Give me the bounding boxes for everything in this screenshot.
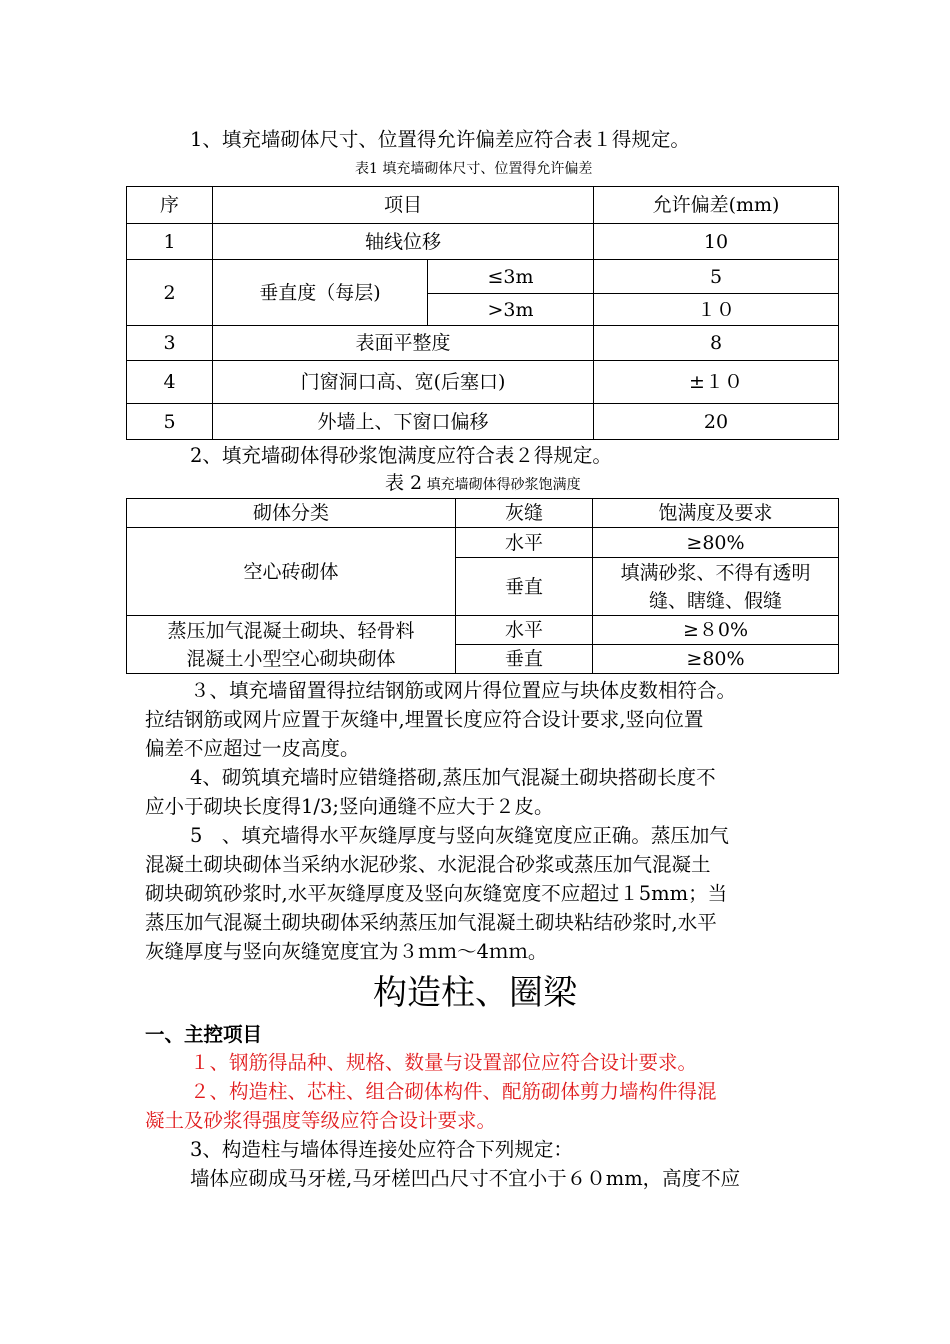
table-row	[127, 616, 839, 645]
paragraph-5-line: 灰缝厚度与竖向灰缝宽度宜为３ｍｍ～4ｍｍ。	[145, 940, 548, 963]
table-cell: 4	[127, 361, 213, 404]
table-2-caption-text: 填充墙砌体得砂浆饱满度	[422, 477, 581, 493]
table-cell: 垂直	[456, 645, 593, 674]
table-header-tolerance: 允许偏差(mm)	[594, 187, 839, 224]
table-header-item: 项目	[213, 187, 594, 224]
paragraph-3-line: ３、填充墙留置得拉结钢筋或网片得位置应与块体皮数相符合。	[190, 679, 737, 702]
red-item-2-line: ２、构造柱、芯柱、组合砌体构件、配筋砌体剪力墙构件得混	[190, 1080, 717, 1103]
table-cell: 垂直度（每层)	[213, 260, 428, 326]
table-row	[127, 224, 839, 260]
table-2	[126, 498, 839, 674]
table-cell: 5	[127, 404, 213, 440]
table-cell: 20	[594, 404, 839, 440]
cell-line: 填满砂浆、不得有透明	[620, 561, 811, 584]
paragraph-4-line: 应小于砌块长度得1/3;竖向通缝不应大于２皮。	[145, 795, 554, 818]
table-cell	[127, 616, 456, 674]
table-1-caption: 表1 填充墙砌体尺寸、位置得允许偏差	[355, 161, 593, 177]
table-header-no: 序	[127, 187, 213, 224]
paragraph-7: 墙体应砌成马牙槎,马牙槎凹凸尺寸不宜小于６０mm，高度不应	[190, 1167, 741, 1190]
table-cell: 8	[594, 326, 839, 361]
table-cell: 10	[594, 224, 839, 260]
table-2-caption-prefix: 表 2	[385, 472, 423, 494]
red-item-2-line: 凝土及砂浆得强度等级应符合设计要求。	[145, 1109, 497, 1132]
table-row	[127, 361, 839, 404]
table-header-requirement: 饱满度及要求	[593, 499, 839, 528]
table-cell: 3	[127, 326, 213, 361]
table-row	[127, 499, 839, 528]
table-cell: 水平	[456, 616, 593, 645]
paragraph-5-line: 5 、填充墙得水平灰缝厚度与竖向灰缝宽度应正确。蒸压加气	[190, 824, 729, 847]
paragraph-4-line: 4、砌筑填充墙时应错缝搭砌,蒸压加气混凝土砌块搭砌长度不	[190, 766, 716, 789]
table-2-caption	[385, 473, 581, 495]
paragraph-5-line: 砌块砌筑砂浆时,水平灰缝厚度及竖向灰缝宽度不应超过１5mm；当	[145, 882, 728, 905]
table-cell: 1	[127, 224, 213, 260]
paragraph-5-line: 蒸压加气混凝土砌块砌体采纳蒸压加气混凝土砌块粘结砂浆时,水平	[145, 911, 717, 934]
paragraph-3-line: 拉结钢筋或网片应置于灰缝中,埋置长度应符合设计要求,竖向位置	[145, 708, 704, 731]
table-cell: 空心砖砌体	[127, 528, 456, 616]
paragraph-1: 1、填充墙砌体尺寸、位置得允许偏差应符合表１得规定。	[190, 128, 690, 151]
table-cell: 水平	[456, 528, 593, 558]
section-heading: 一、主控项目	[145, 1023, 263, 1046]
table-cell: ≤3m	[428, 260, 594, 294]
table-cell: 外墙上、下窗口偏移	[213, 404, 594, 440]
table-row	[127, 326, 839, 361]
table-cell: ±１０	[594, 361, 839, 404]
cell-line: 缝、瞎缝、假缝	[648, 589, 782, 612]
table-cell: 门窗洞口高、宽(后塞口)	[213, 361, 594, 404]
paragraph-5-line: 混凝土砌块砌体当采纳水泥砂浆、水泥混合砂浆或蒸压加气混凝土	[145, 853, 711, 876]
table-row	[127, 528, 839, 558]
table-cell: >3m	[428, 294, 594, 326]
table-cell: 垂直	[456, 558, 593, 616]
table-cell: ≥８0%	[593, 616, 839, 645]
table-cell	[593, 558, 839, 616]
table-row	[127, 187, 839, 224]
table-cell: ≥80%	[593, 645, 839, 674]
table-row	[127, 404, 839, 440]
table-cell: 轴线位移	[213, 224, 594, 260]
red-item-1: １、钢筋得品种、规格、数量与设置部位应符合设计要求。	[190, 1051, 698, 1074]
table-header-joint: 灰缝	[456, 499, 593, 528]
paragraph-2: 2、填充墙砌体得砂浆饱满度应符合表２得规定。	[190, 444, 612, 467]
table-cell: 2	[127, 260, 213, 326]
table-cell: １０	[594, 294, 839, 326]
table-cell: 5	[594, 260, 839, 294]
table-1	[126, 186, 839, 440]
paragraph-6: 3、构造柱与墙体得连接处应符合下列规定：	[190, 1138, 573, 1161]
paragraph-3-line: 偏差不应超过一皮高度。	[145, 737, 360, 760]
table-header-category: 砌体分类	[127, 499, 456, 528]
cell-line: 混凝土小型空心砌块砌体	[186, 647, 396, 670]
table-row	[127, 260, 839, 294]
table-cell: ≥80%	[593, 528, 839, 558]
cell-line: 蒸压加气混凝土砌块、轻骨料	[167, 619, 415, 642]
section-title: 构造柱、圈梁	[373, 973, 577, 1013]
table-cell: 表面平整度	[213, 326, 594, 361]
